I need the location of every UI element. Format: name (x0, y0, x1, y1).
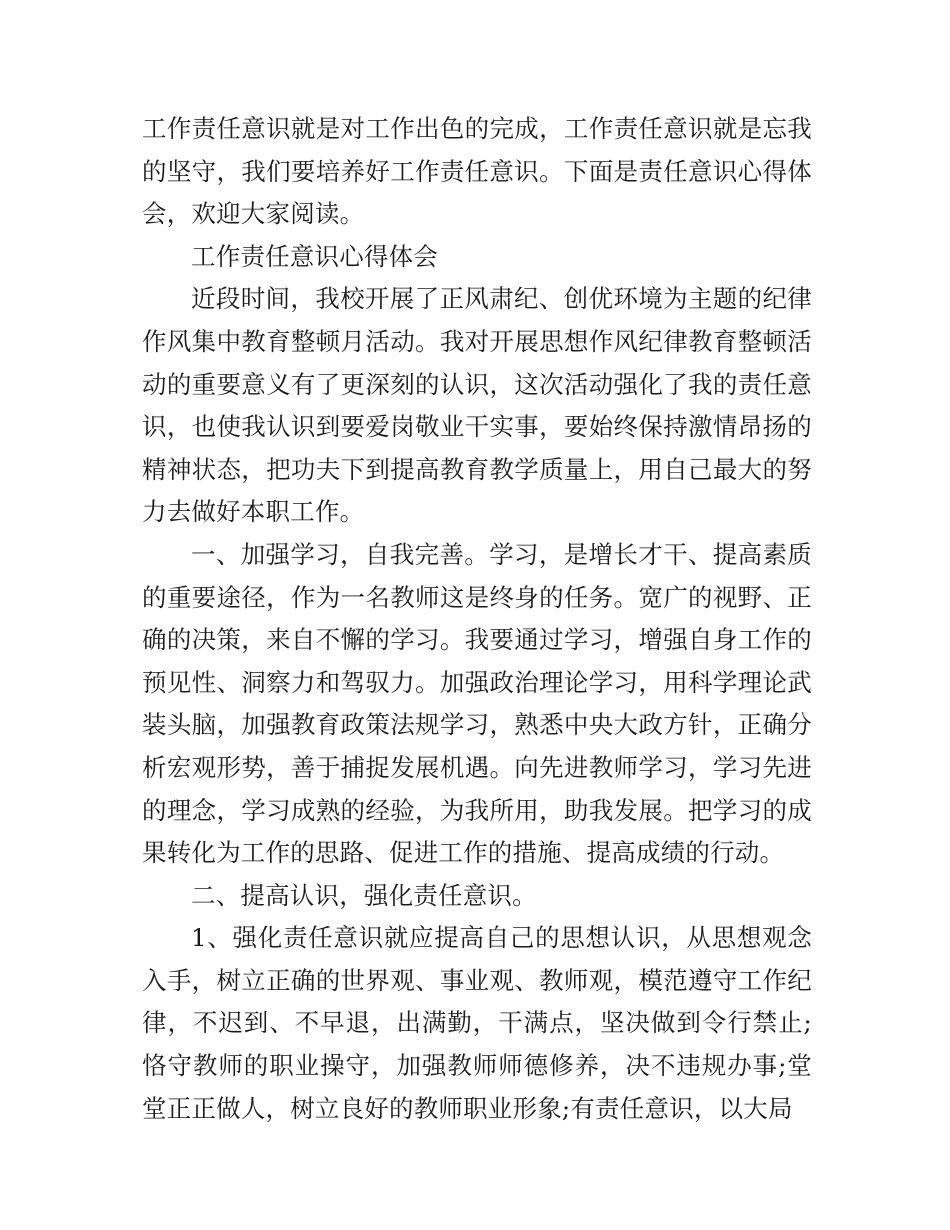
paragraph-recent-activity: 近段时间，我校开展了正风肃纪、创优环境为主题的纪律作风集中教育整顿月活动。我对开展思想作风纪律教育整顿活动的重要意义有了更深刻的认识，这次活动强化了我的责任意识，也使我认识到要爱岗敬业干实事，要始终保持激情昂扬的精神状态，把功夫下到提高教育教学质量上，用自己最大的努力去做好本职工作。 (142, 284, 812, 527)
section-heading-raise-awareness: 二、提高认识，强化责任意识。 (191, 880, 537, 910)
paragraph-strengthen-learning: 一、加强学习，自我完善。学习，是增长才干、提高素质的重要途径，作为一名教师这是终身的任务。宽广的视野、正确的决策，来自不懈的学习。我要通过学习，增强自身工作的预见性、洞察力和驾驭力。加强政治理论学习，用科学理论武装头脑，加强教育政策法规学习，熟悉中央大政方针，正确分析宏观形势，善于捕捉发展机遇。向先进教师学习，学习先进的理念，学习成熟的经验，为我所用，助我发展。把学习的成果转化为工作的思路、促进工作的措施、提高成绩的行动。 (142, 539, 812, 868)
paragraph-point-1: 1、强化责任意识就应提高自己的思想认识，从思想观念入手，树立正确的世界观、事业观、教师观，模范遵守工作纪律，不迟到、不早退，出满勤，干满点，坚决做到令行禁止;恪守教师的职业操守，加强教师师德修养，决不违规办事;堂堂正正做人，树立良好的教师职业形象;有责任意识，以大局 (142, 923, 812, 1123)
intro-paragraph: 工作责任意识就是对工作出色的完成，工作责任意识就是忘我的坚守，我们要培养好工作责任意识。下面是责任意识心得体会，欢迎大家阅读。 (142, 114, 812, 229)
document-body (142, 108, 812, 1130)
article-title: 工作责任意识心得体会 (191, 241, 438, 271)
